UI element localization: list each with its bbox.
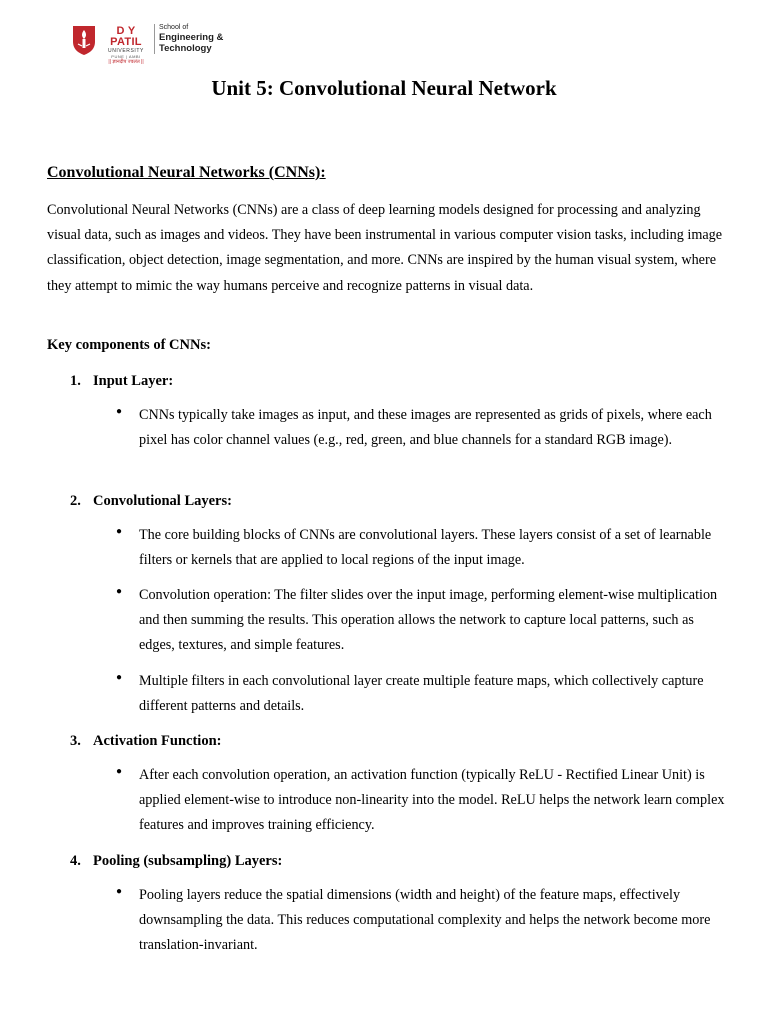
torch-shield-icon [70,24,98,56]
list-item-title: Input Layer: [93,373,174,389]
university-motto: || ज्ञानदीप ज्वलंत || [108,59,144,65]
school-of: School of [159,24,189,31]
bullet-icon: ● [116,526,123,537]
school-line-2: Technology [159,43,212,54]
list-item-heading [70,733,221,750]
bullet-item [116,403,726,453]
header-logo [70,20,240,65]
list-item-title: Pooling (subsampling) Layers: [93,853,283,869]
intro-paragraph: Convolutional Neural Networks (CNNs) are a class of deep learning models designed for processing and analyzing visual data, such as images and videos. They have been instrumental in various computer vision tasks, including image classification, object detection, image segmentation, and more. CNNs are inspired by the human visual system, where they attempt to mimic the way humans perceive and recognize patterns in visual data. [47,202,723,294]
bullet-item [116,669,726,719]
list-item-number: 4. [70,853,81,869]
list-item-title: Activation Function: [93,733,222,749]
bullet-text: Multiple filters in each convolutional layer create multiple feature maps, which collectively capture different patterns and details. [139,673,704,715]
bullet-icon: ● [116,406,123,417]
bullet-icon: ● [116,766,123,777]
list-item-number: 2. [70,493,81,509]
bullet-text: Convolution operation: The filter slides over the input image, performing element-wise multiplication and then summing the results. This operation allows the network to capture local patterns, such as edges, textures, and simple features. [139,587,718,654]
bullet-icon: ● [116,672,123,683]
list-item-heading [70,493,232,510]
bullet-icon: ● [116,886,123,897]
list-item-heading [70,373,173,390]
university-place: PUNE | AMBI [111,54,141,59]
school-line-1: Engineering & [159,32,224,43]
bullet-text: The core building blocks of CNNs are convolutional layers. These layers consist of a set of learnable filters or kernels that are applied to local regions of the input image. [139,527,712,569]
bullet-item [116,583,726,659]
logo-divider [154,24,155,54]
bullet-item [116,523,726,573]
page-title: Unit 5: Convolutional Neural Network [211,76,557,100]
university-name-block [100,26,152,65]
list-item-number: 1. [70,373,81,389]
bullet-item [116,763,726,839]
university-name: D Y PATIL [110,25,142,48]
bullet-text: Pooling layers reduce the spatial dimensions (width and height) of the feature maps, effectively downsampling the data. This reduces computational complexity and helps the network become more translation-invariant. [139,887,711,954]
bullet-item [116,883,726,959]
list-item-heading [70,853,282,870]
bullet-icon: ● [116,586,123,597]
university-sub: UNIVERSITY [107,48,144,54]
section-heading: Convolutional Neural Networks (CNNs): [47,164,326,181]
school-name-block [159,24,223,54]
list-item-title: Convolutional Layers: [93,493,232,509]
list-item-number: 3. [70,733,81,749]
bullet-text: After each convolution operation, an activation function (typically ReLU - Rectified Linear Unit) is applied element-wise to introduce non-linearity into the model. ReLU helps the network learn complex features and improves training efficiency. [139,767,725,834]
key-components-heading: Key components of CNNs: [47,337,211,353]
bullet-text: CNNs typically take images as input, and these images are represented as grids of pixels, where each pixel has color channel values (e.g., red, green, and blue channels for a standard RGB image). [139,407,712,449]
